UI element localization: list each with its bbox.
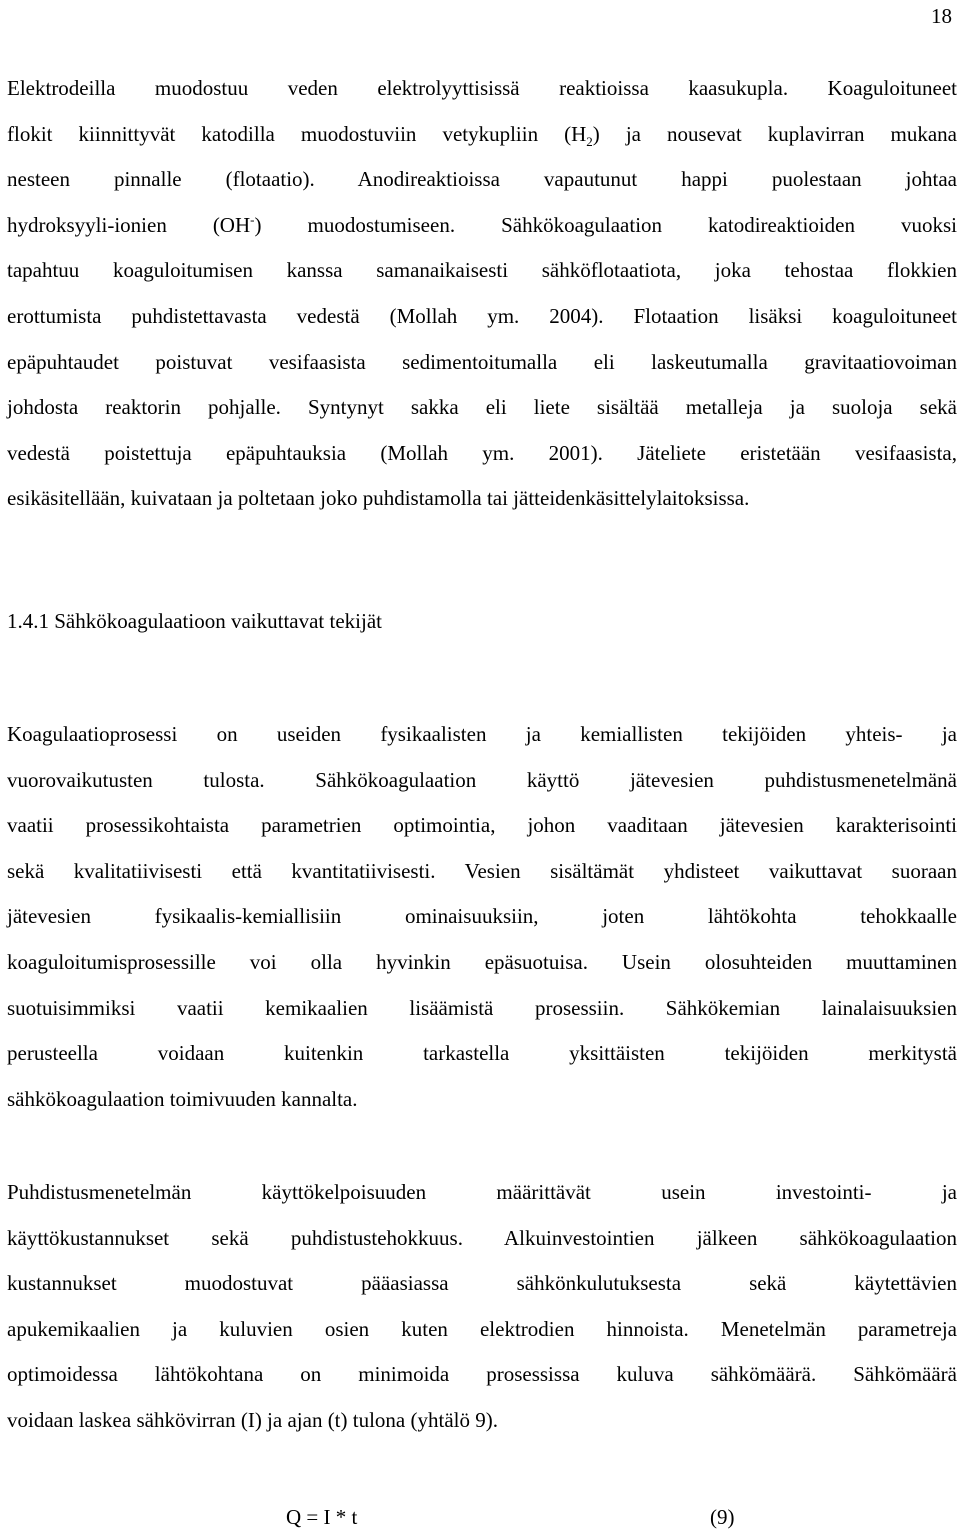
text-line: perusteella voidaan kuitenkin tarkastella yksittäisten tekijöiden merkitystä [7, 1041, 957, 1066]
text-line: sähkökoagulaation toimivuuden kannalta. [7, 1086, 358, 1111]
text-line: erottumista puhdistettavasta vedestä (Mollah ym. 2004). Flotaation lisäksi koaguloituneet [7, 303, 957, 328]
text-line: kustannukset muodostuvat pääasiassa sähkönkulutuksesta sekä käytettävien [7, 1271, 957, 1296]
equation-body: Q = I * t [286, 1505, 358, 1529]
text-line: suotuisimmiksi vaatii kemikaalien lisäämistä prosessiin. Sähkökemian lainalaisuuksien [7, 995, 957, 1020]
equation-number: (9) [710, 1505, 735, 1529]
text-line: hydroksyyli-ionien (OH-) muodostumiseen. Sähkökoagulaation katodireaktioiden vuoksi [7, 211, 957, 237]
page-number: 18 [931, 4, 952, 28]
subscript: 2 [586, 133, 593, 149]
text-line: koaguloitumisprosessille voi olla hyvinkin epäsuotuisa. Usein olosuhteiden muuttaminen [7, 949, 957, 974]
text-line: Puhdistusmenetelmän käyttökelpoisuuden määrittävät usein investointi- ja [7, 1180, 957, 1204]
text-line: johdosta reaktorin pohjalle. Syntynyt sakka eli liete sisältää metalleja ja suoloja sekä [7, 395, 957, 420]
text-line: optimoidessa lähtökohtana on minimoida prosessissa kuluva sähkömäärä. Sähkömäärä [7, 1362, 957, 1387]
text-line: vedestä poistettuja epäpuhtauksia (Mollah ym. 2001). Jäteliete eristetään vesifaasista, [7, 440, 957, 465]
text-line: apukemikaalien ja kuluvien osien kuten elektrodien hinnoista. Menetelmän parametreja [7, 1316, 957, 1341]
text-line: Elektrodeilla muodostuu veden elektrolyyttisissä reaktioissa kaasukupla. Koaguloituneet [7, 76, 957, 100]
text-line: jätevesien fysikaalis-kemiallisiin ominaisuuksiin, joten lähtökohta tehokkaalle [7, 904, 957, 929]
text-line: vaatii prosessikohtaista parametrien optimointia, johon vaaditaan jätevesien karakterisointi [7, 813, 957, 838]
text-line: voidaan laskea sähkövirran (I) ja ajan (t) tulona (yhtälö 9). [7, 1407, 498, 1432]
section-heading: 1.4.1 Sähkökoagulaatioon vaikuttavat tekijät [7, 609, 382, 633]
text-line: esikäsitellään, kuivataan ja poltetaan joko puhdistamolla tai jätteidenkäsittelylaitoksissa. [7, 486, 750, 511]
paragraph-electrodes-flotation [7, 66, 957, 522]
text-line: käyttökustannukset sekä puhdistustehokkuus. Alkuinvestointien jälkeen sähkökoagulaation [7, 1225, 957, 1250]
text-line: vuorovaikutusten tulosta. Sähkökoagulaation käyttö jätevesien puhdistusmenetelmänä [7, 767, 957, 792]
text-line: sekä kvalitatiivisesti että kvantitatiivisesti. Vesien sisältämät yhdisteet vaikuttavat suoraan [7, 858, 957, 883]
superscript: - [250, 211, 255, 227]
paragraph-coagulation-factors [7, 712, 957, 1122]
text-line: Koagulaatioprosessi on useiden fysikaalisten ja kemiallisten tekijöiden yhteis- ja [7, 722, 957, 746]
text-line: tapahtuu koaguloitumisen kanssa samanaikaisesti sähköflotaatiota, joka tehostaa flokkien [7, 258, 957, 283]
text-line: flokit kiinnittyvät katodilla muodostuviin vetykupliin $(H_2)$ ja nousevat kuplavirran mukana [7, 121, 957, 149]
text-line: epäpuhtaudet poistuvat vesifaasista sedimentoitumalla eli laskeutumalla gravitaatiovoiman [7, 349, 957, 374]
text-line: nesteen pinnalle (flotaatio). Anodireaktioissa vapautunut happi puolestaan johtaa [7, 167, 957, 192]
paragraph-costs [7, 1170, 957, 1444]
equation [0, 1502, 960, 1532]
